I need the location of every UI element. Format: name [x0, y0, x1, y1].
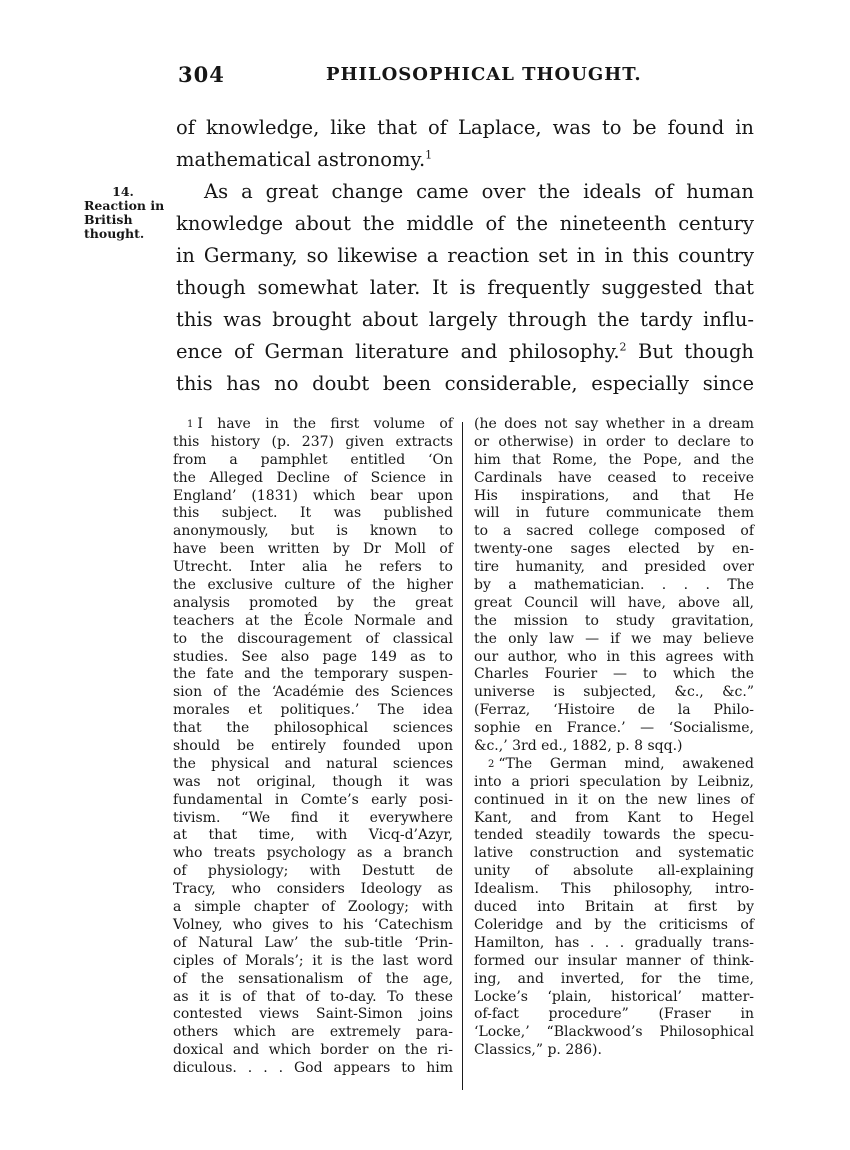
footnote-line [173, 577, 453, 595]
footnote-line [474, 613, 754, 631]
footnote-line [474, 899, 754, 917]
footnote-line [173, 613, 453, 631]
footnote-line [173, 631, 453, 649]
footnote-line [173, 523, 453, 541]
footnote-line [474, 631, 754, 649]
body-text [176, 112, 754, 400]
sidenote-line: Reaction in [84, 198, 165, 213]
footnote-text: the exclusive culture of the higher [173, 577, 453, 594]
footnote-column-right [474, 416, 754, 1060]
footnote-line [173, 935, 453, 953]
footnote-line [474, 953, 754, 971]
footnote-text: the mission to study gravitation, [474, 612, 754, 629]
footnote-mark: 2 [488, 758, 495, 770]
footnote-text: ‘Locke,’ “Blackwood’s Philosophical [474, 1024, 754, 1041]
footnote-text: of-fact procedure” (Fraser in [474, 1006, 754, 1023]
footnote-text: that the philosophical sciences [173, 720, 453, 737]
footnote-text: sophie en France.’ — ‘Socialisme, [474, 720, 754, 737]
footnote-line [474, 452, 754, 470]
body-line [176, 336, 754, 368]
footnote-line [474, 470, 754, 488]
footnote-line [474, 756, 754, 774]
footnote-line [474, 559, 754, 577]
footnote-line [173, 953, 453, 971]
footnote-text: of the sensationalism of the age, [173, 970, 453, 987]
footnote-text: diculous. . . . God appears to him [173, 1060, 453, 1077]
body-line: As a great change came over the ideals of human [204, 180, 754, 203]
footnote-text: this subject. It was published [173, 505, 453, 522]
footnote-line [173, 899, 453, 917]
footnote-text: His inspirations, and that He [474, 487, 754, 504]
body-line: though somewhat later. It is frequently suggested that [176, 276, 754, 299]
footnote-line [173, 559, 453, 577]
footnote-line [474, 881, 754, 899]
footnote-line [474, 863, 754, 881]
footnote-line [173, 470, 453, 488]
footnote-column-left [173, 416, 453, 1078]
footnote-line [474, 577, 754, 595]
footnote-text: universe is subjected, &c., &c.” [474, 684, 754, 701]
footnote-line [173, 917, 453, 935]
footnote-line [474, 845, 754, 863]
footnote-line [474, 666, 754, 684]
footnote-line [474, 827, 754, 845]
body-line: this was brought about largely through the tardy influ- [176, 308, 754, 331]
footnote-text: by a mathematician. . . . The [474, 577, 754, 594]
footnote-text: or otherwise) in order to declare to [474, 433, 754, 450]
footnote-line [474, 971, 754, 989]
footnote-text: sion of the ‘Académie des Sciences [173, 684, 453, 701]
footnote-line [474, 505, 754, 523]
footnote-text: at that time, with Vicq-d’Azyr, [173, 827, 453, 844]
footnote-text: doxical and which border on the ri- [173, 1042, 453, 1059]
footnote-mark: 1 [187, 419, 194, 430]
footnote-text: unity of absolute all-explaining [474, 863, 754, 880]
footnote-line [173, 649, 453, 667]
footnote-text: a simple chapter of Zoology; with [173, 899, 453, 916]
footnote-text: formed our insular manner of think- [474, 952, 754, 969]
footnote-line [474, 684, 754, 702]
footnote-text: studies. See also page 149 as to [173, 648, 453, 665]
footnote-text: of physiology; with Destutt de [173, 863, 453, 880]
footnote-text: of Natural Law’ the sub-title ‘Prin- [173, 934, 453, 951]
footnote-line [474, 774, 754, 792]
page-number: 304 [178, 62, 225, 87]
footnote-line [474, 1024, 754, 1042]
footnote-text: Coleridge and by the criticisms of [474, 916, 754, 933]
body-line [176, 144, 754, 176]
footnote-text: the Alleged Decline of Science in [173, 469, 453, 486]
body-line: this has no doubt been considerable, especially since [176, 372, 754, 395]
footnote-text: the fate and the temporary suspen- [173, 666, 453, 683]
footnote-line [173, 989, 453, 1007]
footnote-text: was not original, though it was [173, 773, 453, 790]
footnote-text: Kant, and from Kant to Hegel [474, 809, 754, 826]
footnote-text: as it is of that of to-day. To these [173, 988, 453, 1005]
footnote-line [474, 434, 754, 452]
footnote-text: should be entirely founded upon [173, 738, 453, 755]
footnote-line [474, 989, 754, 1007]
footnote-text: (Ferraz, ‘Histoire de la Philo- [474, 702, 754, 719]
footnote-line [173, 434, 453, 452]
footnote-line [474, 523, 754, 541]
footnote-line [173, 595, 453, 613]
footnote-line [474, 488, 754, 506]
footnote-line [474, 416, 754, 434]
footnote-text: I have in the first volume of [197, 416, 453, 432]
footnote-line [173, 845, 453, 863]
footnote-text: Utrecht. Inter alia he refers to [173, 559, 453, 576]
footnote-text: continued in it on the new lines of [474, 791, 754, 808]
sidenote-line: British [84, 212, 133, 227]
footnote-line [173, 810, 453, 828]
footnote-text: Tracy, who considers Ideology as [173, 881, 453, 898]
footnote-text: Cardinals have ceased to receive [474, 469, 754, 486]
footnote-line [474, 595, 754, 613]
footnote-line [173, 452, 453, 470]
footnote-line [173, 863, 453, 881]
footnote-text: “The German mind, awakened [498, 755, 754, 772]
body-line: knowledge about the middle of the nineteenth century [176, 212, 754, 235]
footnote-line [173, 541, 453, 559]
body-line: in Germany, so likewise a reaction set in in this country [176, 244, 754, 267]
page-header [178, 62, 754, 92]
footnote-line [173, 881, 453, 899]
footnote-line [474, 649, 754, 667]
footnote-line [474, 792, 754, 810]
footnote-line [474, 1006, 754, 1024]
sidenote-number: 14. [112, 184, 134, 199]
footnote-line [173, 756, 453, 774]
footnote-text: the only law — if we may believe [474, 630, 754, 647]
footnote-line [474, 935, 754, 953]
footnote-line [173, 702, 453, 720]
footnote-text: ciples of Morals’; it is the last word [173, 952, 453, 969]
footnote-line [173, 971, 453, 989]
footnote-line [173, 684, 453, 702]
footnote-text: tire humanity, and presided over [474, 559, 754, 576]
footnote-line [173, 505, 453, 523]
footnote-line [173, 738, 453, 756]
footnote-line [474, 1042, 754, 1060]
footnote-text: anonymously, but is known to [173, 523, 453, 540]
footnote-line [474, 738, 754, 756]
sidenote-line: thought. [84, 226, 145, 241]
footnote-text: twenty-one sages elected by en- [474, 541, 754, 558]
footnote-text: fundamental in Comte’s early posi- [173, 791, 453, 808]
running-head: PHILOSOPHICAL THOUGHT. [326, 64, 642, 85]
footnote-text: Classics,” p. 286). [474, 1042, 602, 1059]
body-line: of knowledge, like that of Laplace, was to be found in [176, 116, 754, 139]
footnote-text: to a sacred college composed of [474, 523, 754, 540]
footnote-text: tended steadily towards the specu- [474, 827, 754, 844]
footnote-line [173, 1060, 453, 1078]
footnote-ref: 2 [619, 340, 627, 354]
footnote-text: have been written by Dr Moll of [173, 541, 453, 558]
footnote-text: Locke’s ‘plain, historical’ matter- [474, 988, 754, 1005]
footnote-text: will in future communicate them [474, 505, 754, 522]
footnote-line [173, 1006, 453, 1024]
footnote-text: the physical and natural sciences [173, 755, 453, 772]
footnote-text: lative construction and systematic [474, 845, 754, 862]
footnote-text: duced into Britain at first by [474, 899, 754, 916]
footnote-text: morales et politiques.’ The idea [173, 702, 453, 719]
column-divider [462, 422, 463, 1090]
body-line-text: But though [638, 340, 754, 363]
footnote-text: teachers at the École Normale and [173, 612, 453, 629]
footnote-text: from a pamphlet entitled ‘On [173, 451, 453, 468]
footnote-text: great Council will have, above all, [474, 594, 754, 611]
footnote-text: who treats psychology as a branch [173, 845, 453, 862]
body-line-text: mathematical astronomy. [176, 148, 426, 171]
footnote-ref: 1 [425, 148, 433, 162]
footnote-text: others which are extremely para- [173, 1024, 453, 1041]
footnote-text: into a priori speculation by Leibniz, [474, 773, 754, 790]
footnote-text: Volney, who gives to his ‘Catechism [173, 916, 453, 933]
footnote-line [474, 541, 754, 559]
footnote-text: (he does not say whether in a dream [474, 416, 754, 432]
footnote-text: tivism. “We find it everywhere [173, 809, 453, 826]
footnote-line [173, 720, 453, 738]
footnote-text: Charles Fourier — to which the [474, 666, 754, 683]
footnotes [0, 416, 850, 1116]
footnote-line [173, 792, 453, 810]
footnote-line [173, 1024, 453, 1042]
footnote-line [173, 1042, 453, 1060]
footnote-text: this history (p. 237) given extracts [173, 433, 453, 450]
footnote-line [474, 810, 754, 828]
footnote-line [173, 416, 453, 434]
footnote-line [474, 720, 754, 738]
margin-sidenote [84, 185, 166, 241]
footnote-text: Hamilton, has . . . gradually trans- [474, 934, 754, 951]
footnote-text: analysis promoted by the great [173, 594, 453, 611]
footnote-line [173, 488, 453, 506]
footnote-line [173, 666, 453, 684]
footnote-text: England’ (1831) which bear upon [173, 487, 453, 504]
footnote-line [474, 702, 754, 720]
footnote-text: ing, and inverted, for the time, [474, 970, 754, 987]
footnote-text: our author, who in this agrees with [474, 648, 754, 665]
footnote-text: to the discouragement of classical [173, 630, 453, 647]
footnote-text: him that Rome, the Pope, and the [474, 451, 754, 468]
footnote-text: Idealism. This philosophy, intro- [474, 881, 754, 898]
footnote-text: &c.,’ 3rd ed., 1882, p. 8 sqq.) [474, 738, 683, 755]
footnote-line [173, 774, 453, 792]
footnote-text: contested views Saint-Simon joins [173, 1006, 453, 1023]
footnote-line [474, 917, 754, 935]
body-line-text: ence of German literature and philosophy. [176, 340, 620, 363]
footnote-line [173, 827, 453, 845]
